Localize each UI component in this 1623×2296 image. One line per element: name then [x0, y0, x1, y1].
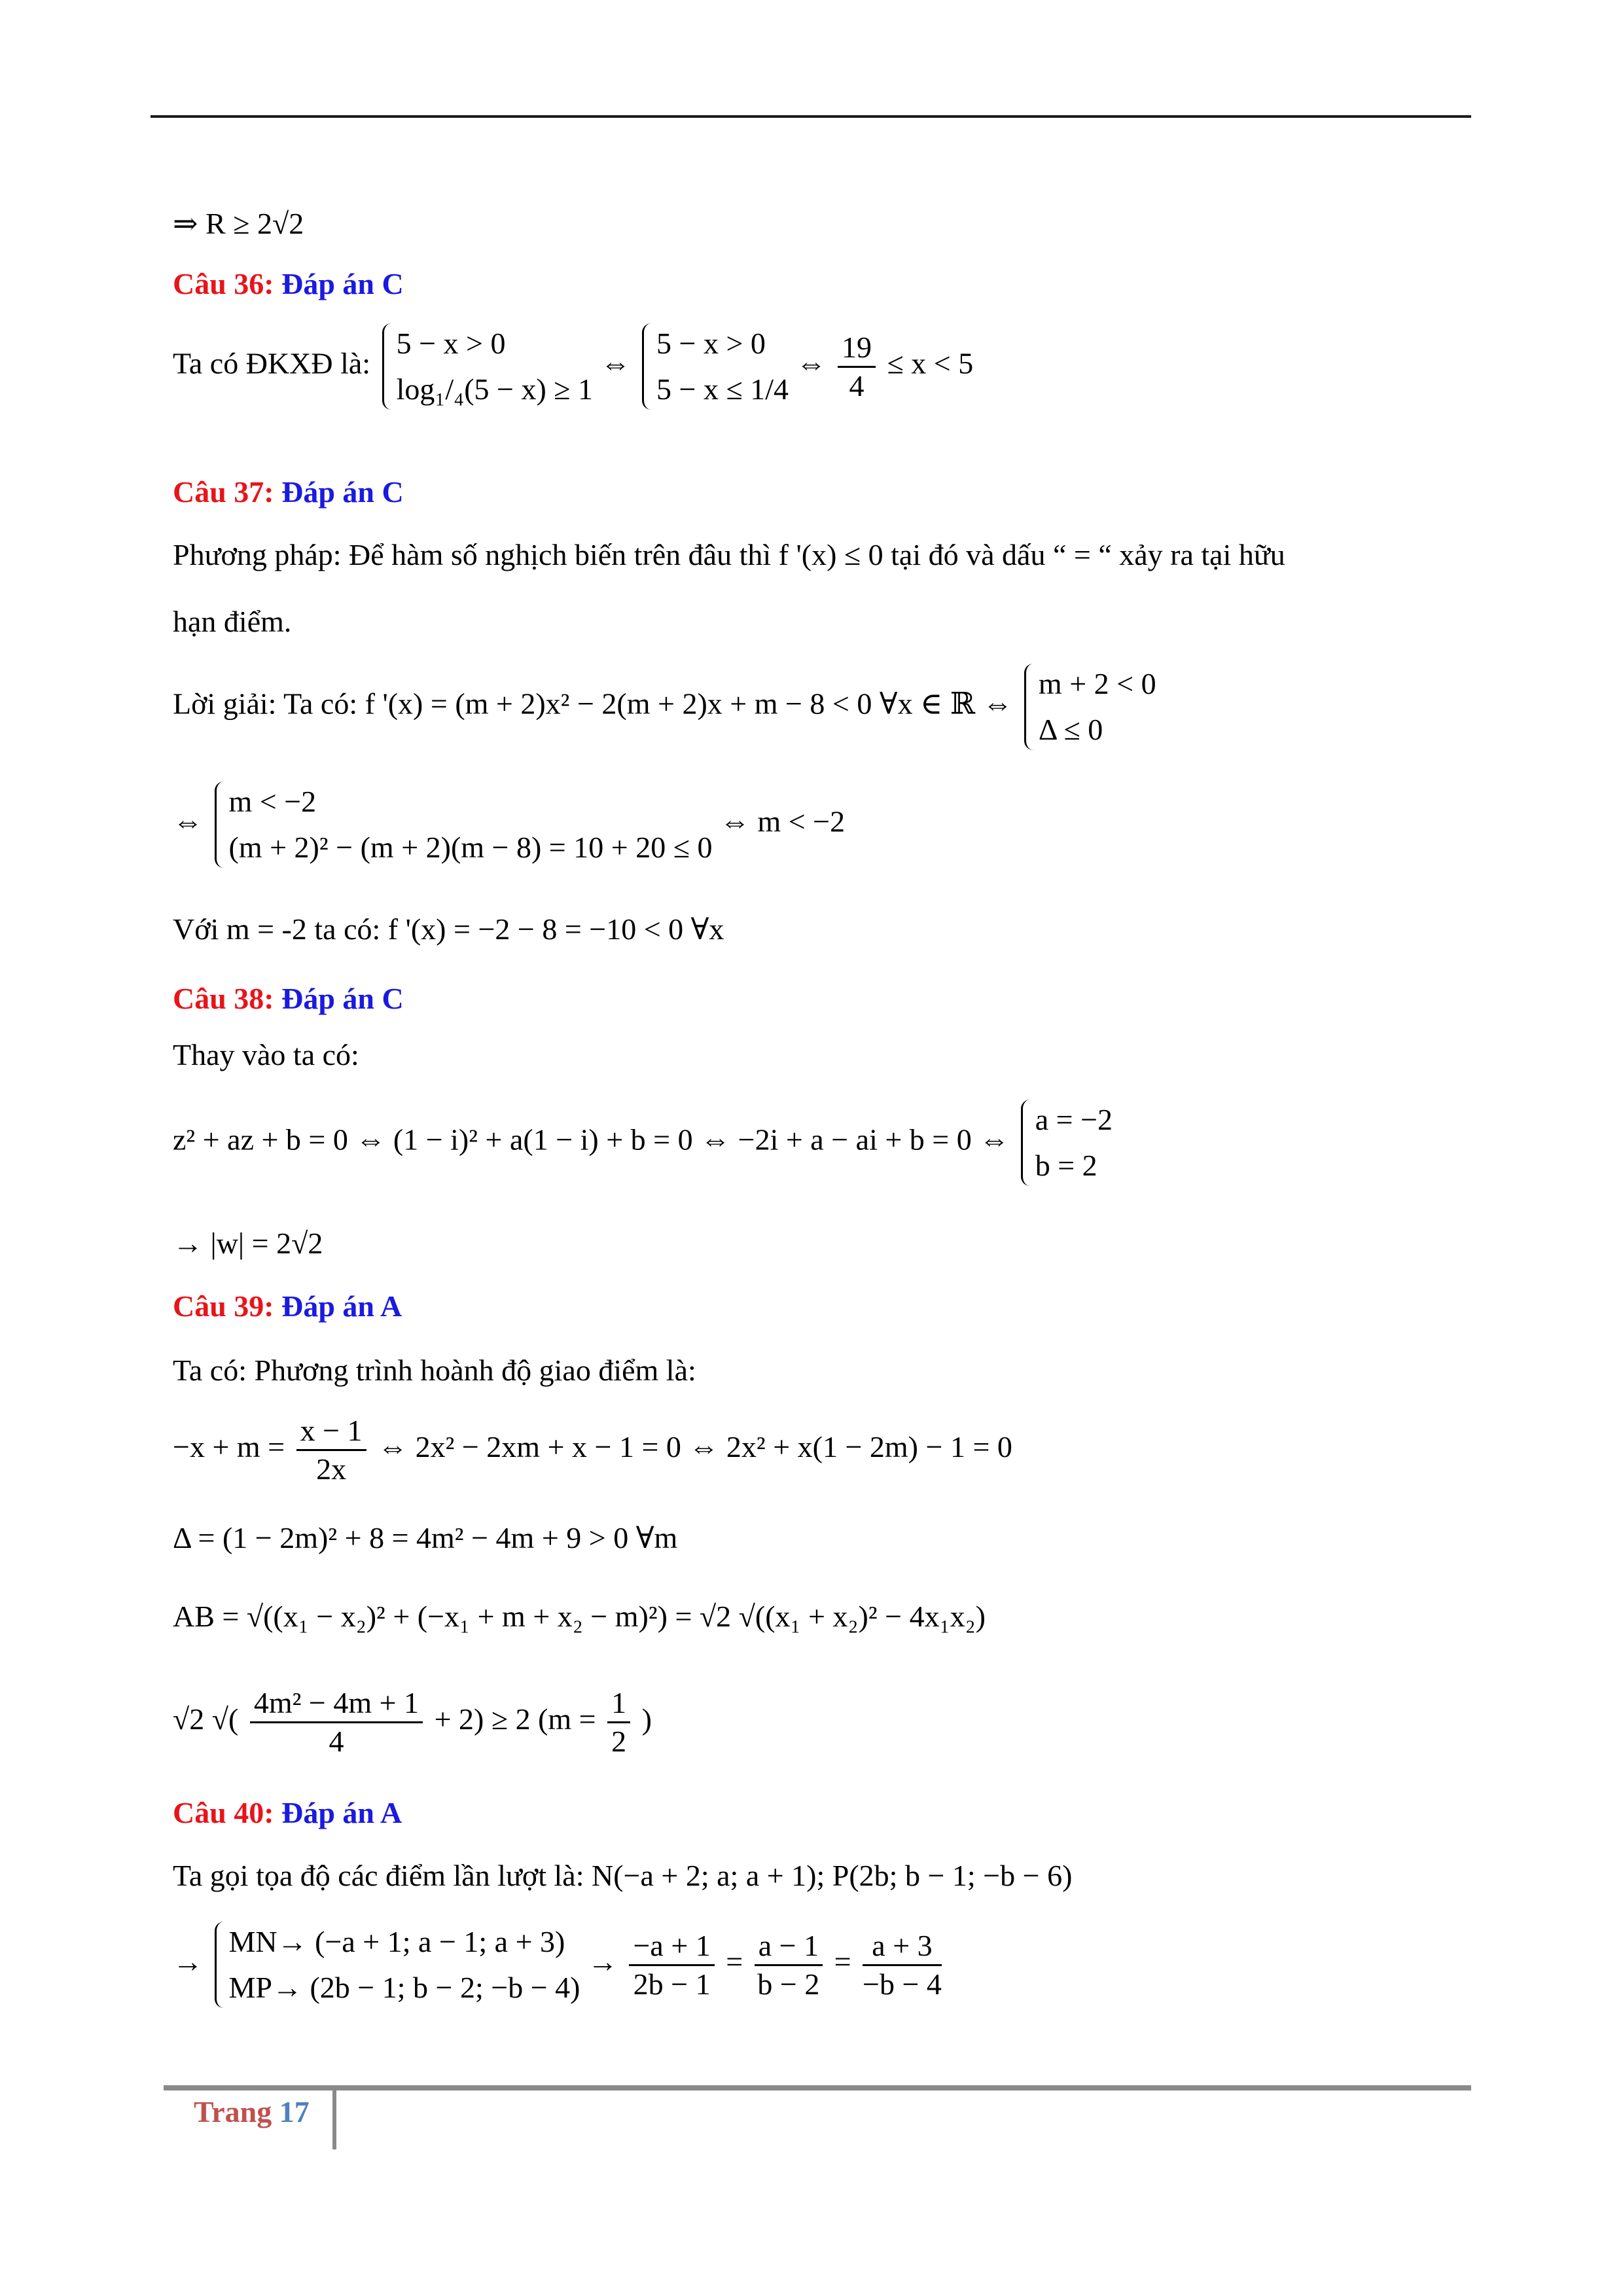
question-label: Câu 38: — [173, 982, 274, 1015]
fraction-numerator: 4m² − 4m + 1 — [250, 1685, 423, 1723]
system-row: MN→ (−a + 1; a − 1; a + 3) — [228, 1925, 565, 1958]
fraction-denominator: 2 — [611, 1725, 627, 1758]
fraction — [250, 1685, 423, 1760]
q39-eq-left: −x + m = — [173, 1430, 285, 1464]
system-row: a = −2 — [1035, 1103, 1113, 1136]
fraction — [607, 1685, 630, 1760]
heading-q38 — [173, 979, 404, 1018]
question-label: Câu 37: — [173, 475, 274, 509]
footer-divider — [332, 2089, 336, 2149]
equals-symbol: = — [834, 1945, 851, 1979]
arrow-symbol: → — [587, 1945, 618, 1979]
q38-equation — [173, 1097, 1113, 1189]
equals-symbol: = — [726, 1945, 743, 1979]
fraction-denominator: 2b − 1 — [633, 1967, 711, 2001]
heading-q37 — [173, 473, 404, 512]
fraction — [838, 329, 876, 404]
question-label: Câu 40: — [173, 1796, 274, 1829]
q36-prefix: Ta có ĐKXĐ là: — [173, 346, 371, 380]
answer-label: Đáp án C — [281, 475, 404, 509]
heading-q40 — [173, 1793, 402, 1833]
iff-symbol: ⇔ — [600, 346, 631, 380]
system-row: b = 2 — [1035, 1149, 1097, 1182]
system-row: log₁/₄(5 − x) ≥ 1 — [396, 372, 594, 406]
q37-system — [1020, 661, 1156, 753]
q37-method: Phương pháp: Để hàm số nghịch biến trên đâu thì f '(x) ≤ 0 tại đó và dấu “ = “ xảy ra tại hữu — [173, 538, 1285, 571]
q38-system — [1017, 1097, 1113, 1189]
system-row: 5 − x > 0 — [396, 327, 506, 360]
fraction — [755, 1928, 823, 2003]
page-footer — [194, 2094, 310, 2129]
q39-final — [173, 1685, 652, 1760]
fraction — [629, 1928, 714, 2003]
q36-tail: ≤ x < 5 — [887, 346, 974, 380]
question-label: Câu 36: — [173, 267, 274, 300]
system-row: 5 − x ≤ 1/4 — [656, 372, 789, 406]
answer-label: Đáp án A — [281, 1796, 402, 1829]
fraction-numerator: 19 — [838, 329, 876, 368]
header-rule — [151, 115, 1471, 118]
q39-final-pre: √2 √( — [173, 1702, 239, 1736]
q36-condition — [173, 321, 973, 412]
q39-final-post: + 2) ≥ 2 (m = — [434, 1702, 596, 1736]
q39-ab: AB = √((x₁ − x₂)² + (−x₁ + m + x₂ − m)²) = √2 √((x₁ + x₂)² − 4x₁x₂) — [173, 1600, 986, 1633]
fraction-numerator: x − 1 — [296, 1412, 366, 1451]
page-label: Trang — [194, 2095, 272, 2128]
q39-intro: Ta có: Phương trình hoành độ giao điểm là: — [173, 1354, 696, 1387]
arrow-symbol: → — [173, 1945, 203, 1979]
q36-system-1 — [378, 321, 593, 412]
fraction — [863, 1928, 942, 2003]
answer-label: Đáp án C — [281, 982, 404, 1015]
q37-method-cont: hạn điểm. — [173, 605, 292, 638]
q40-system — [211, 1919, 580, 2011]
q39-eq-right: ⇔ 2x² − 2xm + x − 1 = 0 ⇔ 2x² + x(1 − 2m) − 1 = 0 — [378, 1430, 1012, 1464]
system-row: 5 − x > 0 — [656, 327, 766, 360]
fraction-denominator: 4 — [849, 368, 865, 403]
fraction-numerator: a + 3 — [863, 1928, 942, 1966]
system-row: m < −2 — [228, 785, 317, 818]
system-row: MP→ (2b − 1; b − 2; −b − 4) — [228, 1971, 580, 2004]
iff-symbol: ⇔ — [173, 804, 203, 838]
question-label: Câu 39: — [173, 1289, 274, 1323]
q38-equation-text: z² + az + b = 0 ⇔ (1 − i)² + a(1 − i) + b = 0 ⇔ −2i + a − ai + b = 0 ⇔ — [173, 1122, 1010, 1157]
system-row: m + 2 < 0 — [1038, 667, 1156, 700]
iff-symbol: ⇔ — [796, 346, 827, 380]
q38-result: → |w| = 2√2 — [173, 1227, 323, 1260]
q37-tail: ⇔ m < −2 — [719, 804, 846, 838]
q38-intro: Thay vào ta có: — [173, 1038, 359, 1071]
q37-solution — [173, 661, 1156, 753]
fraction-numerator: −a + 1 — [629, 1928, 714, 1966]
q36-system-2 — [638, 321, 789, 412]
q37-solution-text: Lời giải: Ta có: f '(x) = (m + 2)x² − 2(m + 2)x + m − 8 < 0 ∀x ∈ ℝ ⇔ — [173, 687, 1013, 721]
page-number: 17 — [279, 2095, 310, 2128]
system-row: Δ ≤ 0 — [1038, 713, 1103, 746]
fraction-numerator: a − 1 — [755, 1928, 823, 1966]
answer-label: Đáp án A — [281, 1289, 402, 1323]
q40-points: Ta gọi tọa độ các điểm lần lượt là: N(−a + 2; a; a + 1); P(2b; b − 1; −b − 6) — [173, 1859, 1073, 1892]
fraction-denominator: b − 2 — [757, 1967, 820, 2001]
fraction — [296, 1412, 366, 1488]
q39-delta: Δ = (1 − 2m)² + 8 = 4m² − 4m + 9 > 0 ∀m — [173, 1521, 678, 1554]
answer-label: Đáp án C — [281, 267, 404, 300]
footer-rule — [164, 2085, 1471, 2090]
fraction-numerator: 1 — [607, 1685, 630, 1723]
heading-q36 — [173, 264, 404, 304]
heading-q39 — [173, 1287, 402, 1326]
q37-step — [173, 779, 845, 870]
result-r: ⇒ R ≥ 2√2 — [173, 207, 304, 240]
fraction-denominator: −b − 4 — [863, 1967, 942, 2001]
q37-system-2 — [211, 779, 713, 870]
q39-equation — [173, 1412, 1012, 1488]
fraction-denominator: 2x — [316, 1452, 347, 1486]
system-row: (m + 2)² − (m + 2)(m − 8) = 10 + 20 ≤ 0 — [228, 831, 713, 864]
close-paren: ) — [641, 1702, 652, 1736]
q40-vectors — [173, 1919, 946, 2011]
fraction-denominator: 4 — [329, 1725, 344, 1758]
q37-check: Với m = -2 ta có: f '(x) = −2 − 8 = −10 < 0 ∀x — [173, 912, 724, 946]
